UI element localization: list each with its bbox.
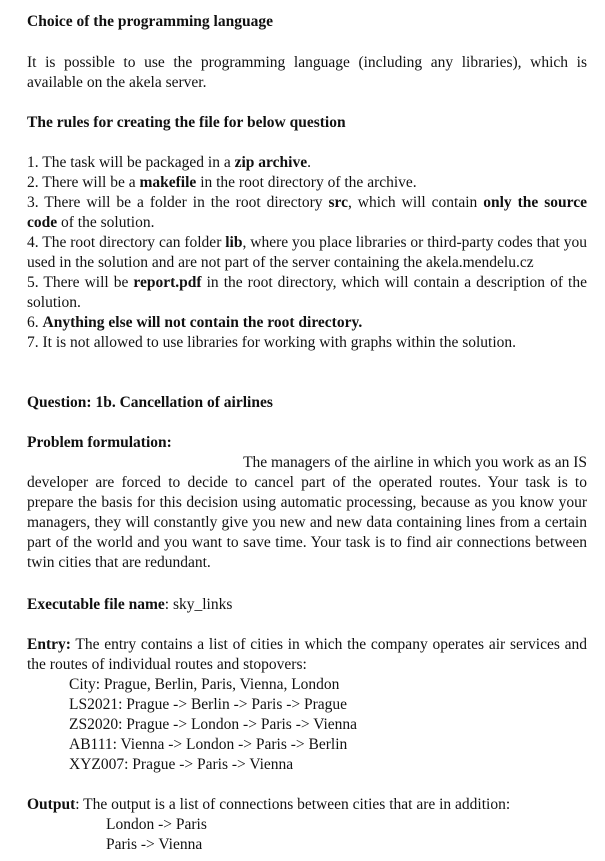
- rule-item: 6. Anything else will not contain the root directory.: [27, 314, 363, 331]
- rule-item: 1. The task will be packaged in a zip archive.: [27, 154, 311, 171]
- output-line: London -> Paris: [106, 816, 207, 833]
- entry-line: AB111: Vienna -> London -> Paris -> Berlin: [69, 736, 348, 753]
- rule-item: 4. The root directory can folder lib, where you place libraries or third-party codes that you used in the solution and are not part of the server containing the akela.mendelu.cz: [27, 234, 587, 271]
- executable-line: [27, 595, 587, 615]
- rule-item: 2. There will be a makefile in the root directory of the archive.: [27, 174, 417, 191]
- rule-item: 5. There will be report.pdf in the root directory, which will contain a description of the solution.: [27, 274, 587, 311]
- section-body-language: It is possible to use the programming language (including any libraries), which is available on the akela server.: [27, 54, 587, 91]
- entry-paragraph: Entry: The entry contains a list of cities in which the company operates air services and the routes of individual routes and stopovers:: [27, 636, 587, 673]
- entry-label: Entry:: [27, 636, 71, 653]
- rule-item: 3. There will be a folder in the root directory src, which will contain only the source code of the solution.: [27, 194, 587, 231]
- output-label: Output: [27, 796, 76, 813]
- output-paragraph: Output: The output is a list of connections between cities that are in addition:: [27, 796, 511, 813]
- executable-label: Executable file name: [27, 596, 165, 613]
- problem-body: developer are forced to decide to cancel part of the operated routes. Your task is to prepare the basis for this decision using automatic processing, because as you know your managers, they will constantly give you new and new data containing lines from a certain part of the world and you want to save time. Your task is to find air connections between twin cities that are redundant.: [27, 474, 587, 571]
- entry-line: City: Prague, Berlin, Paris, Vienna, London: [69, 676, 340, 693]
- rule-item: 7. It is not allowed to use libraries for working with graphs within the solution.: [27, 334, 517, 351]
- entry-line: ZS2020: Prague -> London -> Paris -> Vienna: [69, 716, 358, 733]
- problem-first-line: The managers of the airline in which you work as an IS: [243, 454, 587, 471]
- executable-value: : sky_links: [164, 596, 233, 613]
- question-title: Question: 1b. Cancellation of airlines: [27, 394, 273, 411]
- entry-line: LS2021: Prague -> Berlin -> Paris -> Prague: [69, 696, 348, 713]
- section-title-language: Choice of the programming language: [27, 13, 273, 30]
- output-line: Paris -> Vienna: [106, 836, 203, 853]
- section-title-rules: The rules for creating the file for below question: [27, 114, 346, 131]
- problem-label: Problem formulation:: [27, 434, 172, 451]
- rules-list: [27, 153, 587, 353]
- entry-line: XYZ007: Prague -> Paris -> Vienna: [69, 756, 294, 773]
